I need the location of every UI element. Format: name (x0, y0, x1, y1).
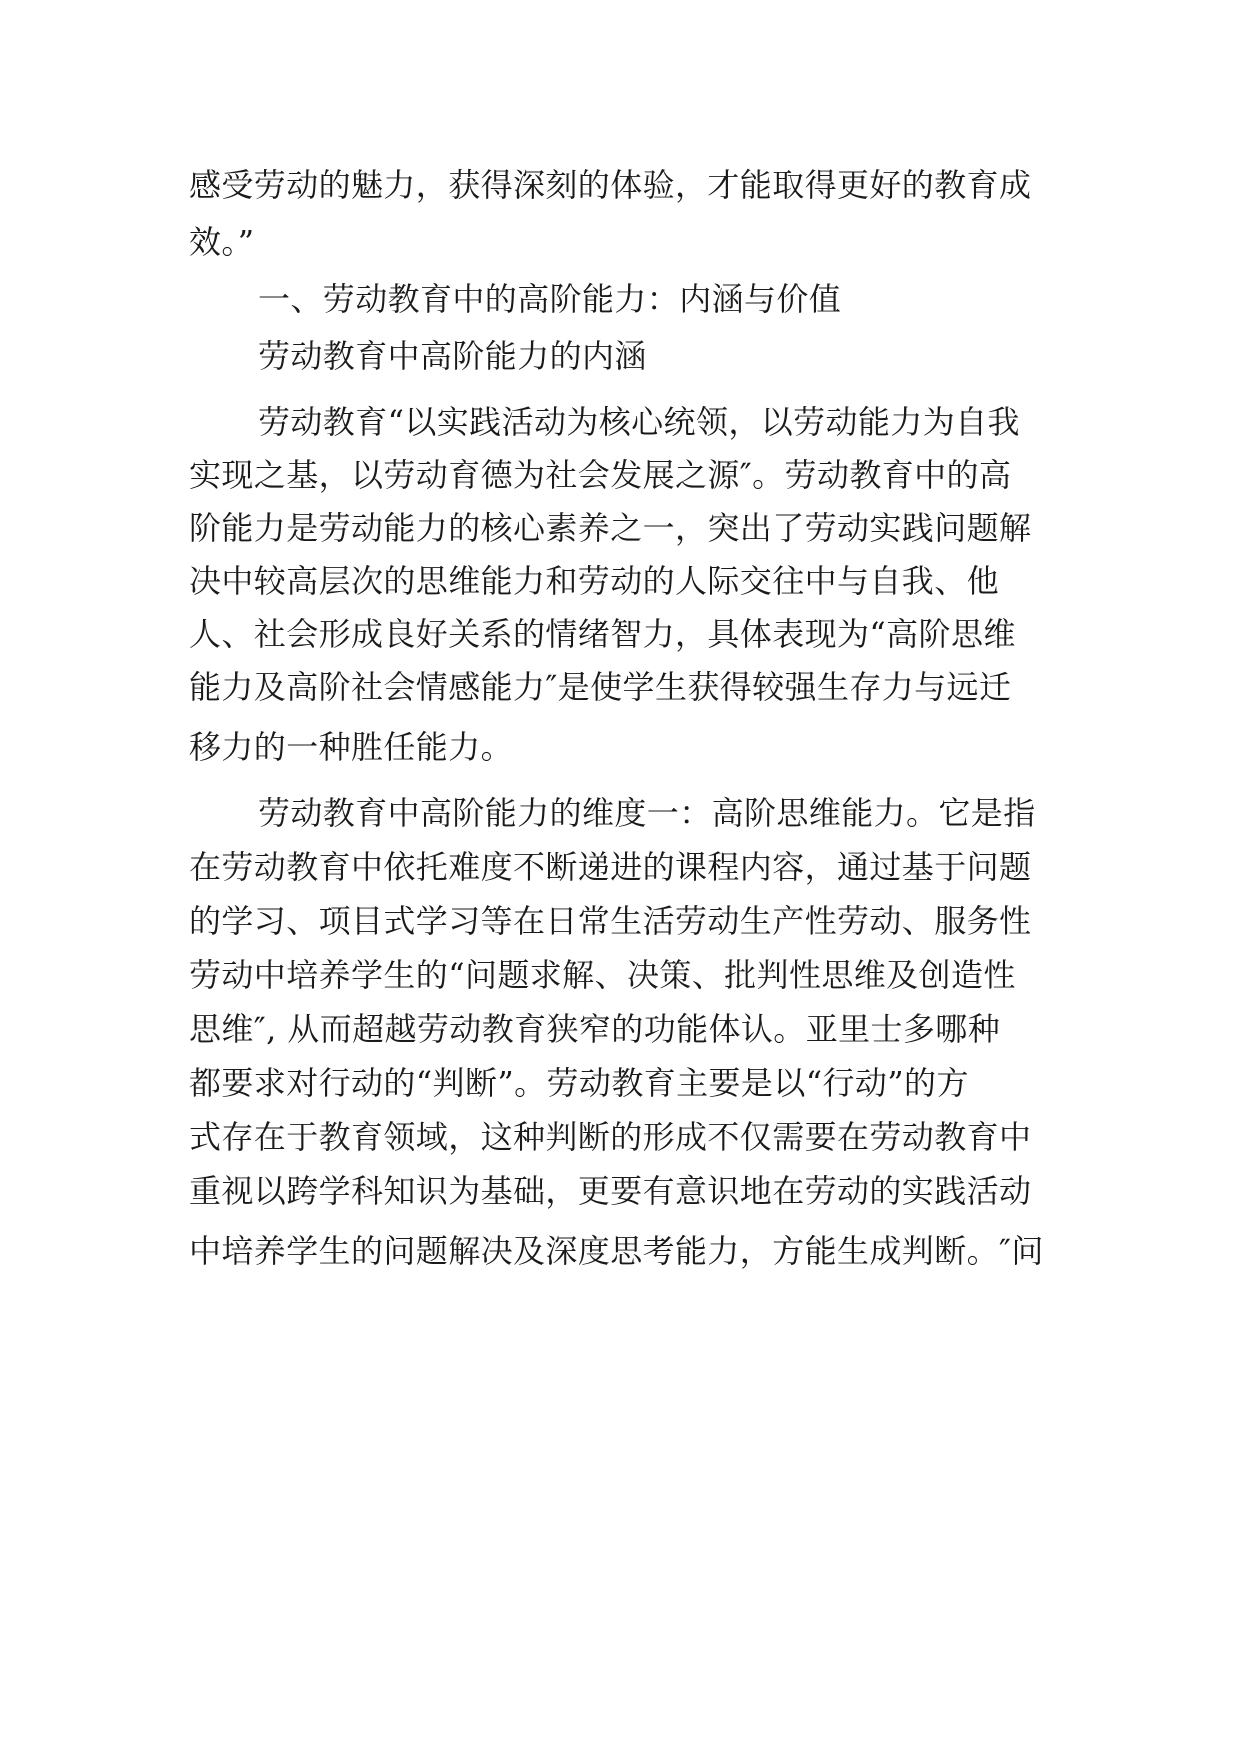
paragraph-1-line: 阶能力是劳动能力的核心素养之一，突出了劳动实践问题解 (189, 509, 1032, 547)
paragraph-2-line: 的学习、项目式学习等在日常生活劳动生产性劳动、服务性 (189, 902, 1032, 940)
paragraph-2-line: 都要求对行动的“判断”。劳动教育主要是以“行动”的方 (189, 1064, 969, 1102)
paragraph-2-line: 中培养学生的问题解决及深度思考能力，方能生成判断。″问 (189, 1232, 1044, 1270)
paragraph-2-line: 在劳动教育中依托难度不断递进的课程内容，通过基于问题 (189, 848, 1032, 886)
section-heading: 一、劳动教育中的高阶能力：内涵与价值 (258, 280, 842, 318)
paragraph-2-line: 重视以跨学科知识为基础，更要有意识地在劳动的实践活动 (189, 1172, 1032, 1210)
body-line: 感受劳动的魅力，获得深刻的体验，才能取得更好的教育成 (189, 166, 1032, 204)
paragraph-2-line: 劳动中培养学生的“问题求解、决策、批判性思维及创造性 (189, 956, 1016, 994)
paragraph-1-line: 实现之基，以劳动育德为社会发展之源″。劳动教育中的高 (189, 456, 1012, 494)
paragraph-1-line: 能力及高阶社会情感能力″是使学生获得较强生存力与远迁 (189, 668, 1012, 706)
paragraph-2-line: 思维″, 从而超越劳动教育狭窄的功能体认。亚里士多哪种 (189, 1010, 1001, 1048)
paragraph-1-line: 人、社会形成良好关系的情绪智力，具体表现为“高阶思维 (189, 615, 1016, 653)
paragraph-1-line: 劳动教育“以实践活动为核心统领，以劳动能力为自我 (258, 403, 1020, 441)
paragraph-1-line: 决中较高层次的思维能力和劳动的人际交往中与自我、他 (189, 562, 1000, 600)
paragraph-1-line: 移力的一种胜任能力。 (189, 728, 514, 766)
body-line: 效。” (189, 223, 255, 261)
subsection-heading: 劳动教育中高阶能力的内涵 (258, 337, 647, 375)
paragraph-2-line: 式存在于教育领域，这种判断的形成不仅需要在劳动教育中 (189, 1118, 1032, 1156)
paragraph-2-line: 劳动教育中高阶能力的维度一：高阶思维能力。它是指 (258, 794, 1036, 832)
